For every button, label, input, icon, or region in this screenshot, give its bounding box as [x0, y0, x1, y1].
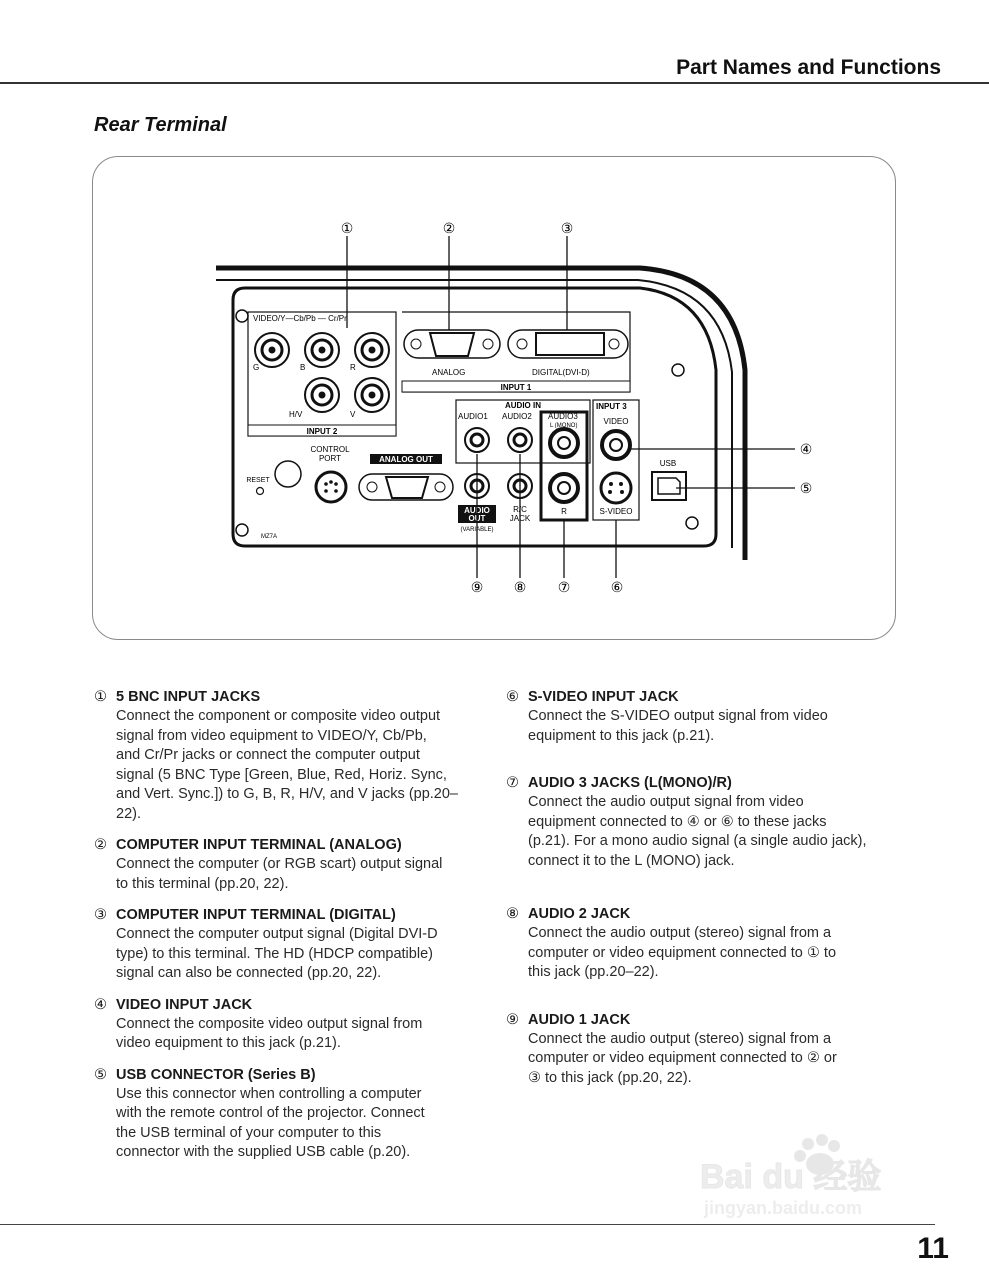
callout-3: ③ [560, 220, 574, 236]
input3-group [593, 400, 639, 520]
baidu-watermark [700, 1130, 940, 1220]
descriptions-right-column [506, 688, 901, 1100]
bnc-input-group [248, 312, 396, 436]
input1-group [402, 312, 630, 392]
page-header-title: Part Names and Functions [676, 56, 941, 79]
item-number: ⑤ [94, 1066, 107, 1083]
list-item [94, 906, 489, 984]
analog-label: ANALOG [432, 368, 466, 377]
audio-in-label: AUDIO IN [505, 401, 541, 410]
item-number: ④ [94, 996, 107, 1013]
descriptions-left-column [94, 688, 489, 1175]
input1-label: INPUT 1 [500, 383, 532, 392]
item-line: Connect the composite video output signal from [116, 1015, 423, 1032]
item-line: Connect the audio output (stereo) signal from a [528, 925, 832, 941]
callout-9: ⑨ [470, 579, 484, 595]
item-title: AUDIO 1 JACK [528, 1011, 631, 1028]
usb-connector [652, 459, 686, 500]
item-title: S-VIDEO INPUT JACK [528, 689, 679, 705]
audio-out-label-2: OUT [468, 514, 486, 523]
audio3-r-label: R [561, 507, 567, 516]
control-port-label-1: CONTROL [310, 445, 350, 454]
item-number: ① [94, 689, 107, 705]
item-line: Connect the component or composite video output [116, 708, 441, 724]
item-title: COMPUTER INPUT TERMINAL (DIGITAL) [116, 907, 396, 923]
list-item [94, 1066, 489, 1163]
audio-out-label-1: AUDIO [464, 506, 490, 515]
footer-divider [0, 1224, 935, 1225]
audio1-label: AUDIO1 [458, 412, 488, 421]
item-line: Use this connector when controlling a computer [116, 1085, 422, 1102]
watermark-brand: Bai du 经验 [700, 1158, 882, 1196]
item-line: connect it to the L (MONO) jack. [528, 852, 735, 869]
item-title: VIDEO INPUT JACK [116, 996, 253, 1013]
list-item [506, 1011, 901, 1089]
item-line: Connect the audio output (stereo) signal from a [528, 1030, 832, 1047]
item-line: and Vert. Sync.]) to G, B, R, H/V, and V jacks (pp.20– [116, 786, 458, 802]
svideo-label: S-VIDEO [599, 507, 633, 516]
item-line: equipment connected to ④ or ⑥ to these jacks [528, 813, 827, 830]
section-title: Rear Terminal [94, 114, 227, 136]
item-number: ③ [94, 907, 107, 923]
item-number: ⑥ [506, 689, 519, 705]
l-mono-label: L (MONO) [550, 423, 578, 429]
item-line: (p.21). For a mono audio signal (a single audio jack), [528, 833, 867, 849]
callout-1: ① [340, 220, 354, 236]
item-line: and Cr/Pr jacks or connect the computer output [116, 747, 420, 763]
item-line: the USB terminal of your computer to this [116, 1124, 382, 1141]
item-line: connector with the supplied USB cable (p.20). [116, 1144, 411, 1160]
item-line: signal from video equipment to VIDEO/Y, Cb/Pb, [116, 727, 427, 744]
item-line: with the remote control of the projector. Connect [116, 1105, 425, 1121]
callout-7: ⑦ [557, 579, 571, 595]
item-number: ② [94, 837, 107, 853]
callout-2: ② [442, 220, 456, 236]
item-title: COMPUTER INPUT TERMINAL (ANALOG) [116, 837, 402, 853]
callout-6: ⑥ [610, 579, 624, 595]
item-title: AUDIO 3 JACKS (L(MONO)/R) [528, 775, 732, 791]
variable-label: (VARIABLE) [460, 527, 494, 533]
item-line: ③ to this jack (pp.20, 22). [528, 1069, 692, 1086]
item-line: type) to this terminal. The HD (HDCP compatible) [116, 945, 433, 962]
control-port-label-2: PORT [318, 454, 342, 463]
bnc-label-b: B [300, 363, 306, 372]
item-line: this jack (pp.20–22). [528, 964, 659, 980]
list-item [506, 774, 901, 871]
item-title: AUDIO 2 JACK [528, 906, 631, 922]
item-number: ⑧ [506, 906, 519, 922]
input2-label: INPUT 2 [306, 427, 338, 436]
audio2-label: AUDIO2 [502, 412, 532, 421]
item-line: to this terminal (pp.20, 22). [116, 875, 289, 892]
item-number: ⑦ [506, 775, 519, 791]
rc-jack-label-2: JACK [509, 514, 531, 523]
lower-controls [246, 445, 532, 540]
audio3-label: AUDIO3 [548, 412, 578, 421]
item-line: video equipment to this jack (p.21). [116, 1035, 341, 1051]
watermark-url: jingyan.baidu.com [704, 1198, 863, 1218]
item-line: signal (5 BNC Type [Green, Blue, Red, Horiz. Sync, [116, 766, 447, 783]
video-label: VIDEO [603, 417, 629, 426]
item-number: ⑨ [506, 1011, 519, 1028]
list-item [94, 836, 489, 894]
item-title: 5 BNC INPUT JACKS [116, 689, 261, 705]
list-item [506, 688, 901, 746]
list-item [94, 996, 489, 1054]
audio-in-group [456, 400, 590, 520]
usb-label: USB [659, 459, 677, 468]
callout-8: ⑧ [513, 579, 527, 595]
reset-label: RESET [246, 477, 270, 484]
item-line: Connect the S-VIDEO output signal from video [528, 708, 828, 724]
bnc-top-label: VIDEO/Y—Cb/Pb — Cr/Pr [253, 314, 347, 323]
bnc-label-g: G [253, 363, 260, 372]
item-line: Connect the computer output signal (Digital DVI-D [116, 926, 438, 942]
rc-jack-label-1: R/C [513, 505, 527, 514]
analog-out-label: ANALOG OUT [379, 455, 433, 464]
item-line: equipment to this jack (p.21). [528, 727, 715, 744]
callout-5: ⑤ [799, 480, 813, 496]
item-title: USB CONNECTOR (Series B) [116, 1066, 316, 1083]
list-item [94, 688, 489, 824]
bnc-label-hv: H/V [289, 410, 303, 419]
digital-label: DIGITAL(DVI-D) [532, 368, 590, 377]
item-line: computer or video equipment connected to ① to [528, 944, 837, 961]
input3-label: INPUT 3 [596, 402, 627, 411]
bnc-label-r: R [350, 363, 356, 372]
item-line: computer or video equipment connected to ② or [528, 1050, 837, 1066]
model-label: MZ7A [261, 534, 278, 540]
item-line: signal can also be connected (pp.20, 22). [116, 965, 382, 981]
list-item [506, 905, 901, 983]
callout-numbers [341, 220, 813, 595]
callout-4: ④ [799, 441, 813, 457]
item-line: Connect the computer (or RGB scart) output signal [116, 856, 443, 872]
item-line: Connect the audio output signal from video [528, 794, 804, 810]
item-line: 22). [116, 805, 141, 822]
page-number: 11 [917, 1232, 949, 1265]
bnc-label-v: V [350, 410, 356, 419]
